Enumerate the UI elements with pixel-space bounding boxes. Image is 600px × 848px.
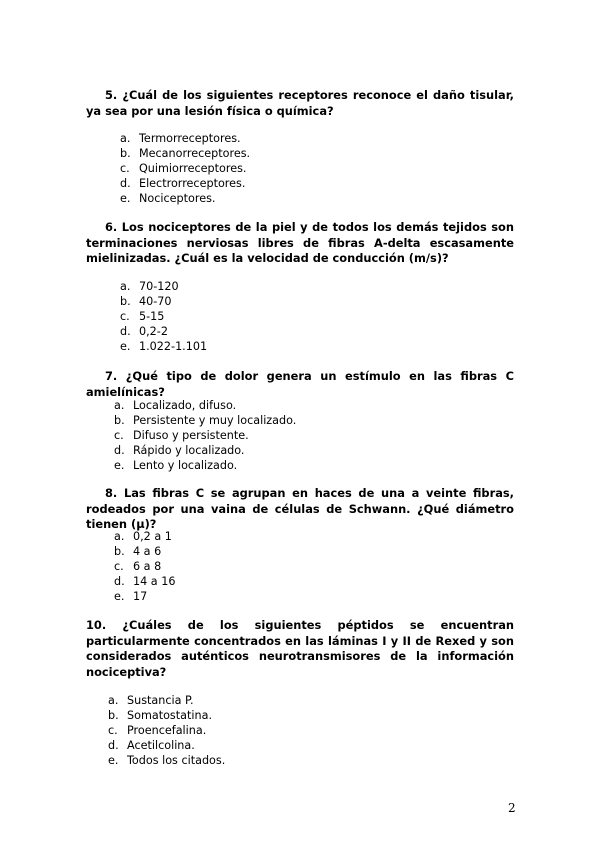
option-item	[120, 309, 207, 324]
option-letter: e.	[120, 340, 131, 353]
option-letter: d.	[120, 325, 131, 338]
option-text: 70-120	[139, 280, 179, 293]
option-item	[114, 544, 175, 559]
option-letter: a.	[114, 399, 125, 412]
option-text: 14 a 16	[133, 575, 176, 588]
option-letter: d.	[120, 177, 131, 190]
option-letter: b.	[120, 295, 131, 308]
option-text: 1.022-1.101	[139, 340, 208, 353]
option-item	[114, 529, 175, 544]
option-item	[108, 693, 225, 708]
option-item	[120, 191, 250, 206]
question-7-options	[114, 398, 296, 473]
option-letter: e.	[108, 754, 119, 767]
option-letter: c.	[108, 724, 118, 737]
option-item	[114, 574, 175, 589]
option-item	[120, 146, 250, 161]
option-text: 5-15	[139, 310, 165, 323]
option-text: Difuso y persistente.	[133, 429, 249, 442]
option-item	[120, 161, 250, 176]
option-item	[114, 428, 296, 443]
option-text: 0,2-2	[139, 325, 168, 338]
option-letter: c.	[120, 310, 130, 323]
option-text: Localizado, difuso.	[133, 399, 237, 412]
question-10-options	[108, 693, 225, 768]
option-item	[114, 413, 296, 428]
option-text: Termorreceptores.	[139, 132, 241, 145]
question-8	[86, 486, 514, 533]
option-letter: e.	[114, 459, 125, 472]
option-letter: b.	[114, 545, 125, 558]
option-item	[120, 131, 250, 146]
option-letter: a.	[120, 280, 131, 293]
option-item	[120, 279, 207, 294]
option-text: 6 a 8	[133, 560, 162, 573]
option-letter: e.	[114, 590, 125, 603]
question-text: 5. ¿Cuál de los siguientes receptores reconoce el daño tisular, ya sea por una lesión física o química?	[86, 88, 514, 118]
option-text: Proencefalina.	[127, 724, 207, 737]
option-text: Acetilcolina.	[127, 739, 195, 752]
option-text: Todos los citados.	[127, 754, 226, 767]
option-letter: a.	[114, 530, 125, 543]
option-letter: a.	[120, 132, 131, 145]
question-8-options	[114, 529, 175, 604]
question-6-options	[120, 279, 207, 354]
question-text: 8. Las fibras C se agrupan en haces de una a veinte fibras, rodeados por una vaina de células de Schwann. ¿Qué diámetro tienen (µ)?	[86, 486, 514, 532]
question-7	[86, 369, 514, 400]
option-text: Nociceptores.	[139, 192, 216, 205]
question-text: 7. ¿Qué tipo de dolor genera un estímulo en las fibras C amielínicas?	[86, 369, 514, 399]
option-text: Electrorreceptores.	[139, 177, 246, 190]
option-letter: c.	[114, 429, 124, 442]
option-item	[108, 738, 225, 753]
option-letter: a.	[108, 694, 119, 707]
option-item	[114, 559, 175, 574]
question-10	[86, 618, 514, 680]
option-item	[120, 176, 250, 191]
option-text: Lento y localizado.	[133, 459, 238, 472]
page-number: 2	[508, 801, 516, 815]
option-letter: b.	[108, 709, 119, 722]
question-5-options	[120, 131, 250, 206]
option-text: Somatostatina.	[127, 709, 212, 722]
question-5	[86, 88, 514, 119]
option-item	[120, 339, 207, 354]
option-letter: b.	[114, 414, 125, 427]
option-item	[120, 294, 207, 309]
option-item	[114, 398, 296, 413]
option-text: Rápido y localizado.	[133, 444, 245, 457]
option-text: Persistente y muy localizado.	[133, 414, 297, 427]
option-item	[114, 589, 175, 604]
option-letter: d.	[114, 575, 125, 588]
option-item	[120, 324, 207, 339]
option-letter: c.	[114, 560, 124, 573]
option-letter: b.	[120, 147, 131, 160]
question-6	[86, 220, 514, 267]
option-item	[108, 708, 225, 723]
option-text: Quimiorreceptores.	[139, 162, 247, 175]
option-item	[108, 753, 225, 768]
option-text: Sustancia P.	[127, 694, 194, 707]
option-letter: e.	[120, 192, 131, 205]
option-text: Mecanorreceptores.	[139, 147, 251, 160]
option-text: 4 a 6	[133, 545, 162, 558]
option-text: 17	[133, 590, 148, 603]
option-text: 0,2 a 1	[133, 530, 172, 543]
option-item	[114, 443, 296, 458]
question-text: 10. ¿Cuáles de los siguientes péptidos se encuentran particularmente concentrados en las láminas I y II de Rexed y son considerados auténticos neurotransmisores de la información nociceptiva?	[86, 618, 514, 679]
option-letter: c.	[120, 162, 130, 175]
option-item	[114, 458, 296, 473]
option-item	[108, 723, 225, 738]
option-text: 40-70	[139, 295, 172, 308]
question-text: 6. Los nociceptores de la piel y de todos los demás tejidos son terminaciones nerviosas libres de fibras A-delta escasamente mielinizadas. ¿Cuál es la velocidad de conducción (m/s)?	[86, 220, 514, 266]
option-letter: d.	[108, 739, 119, 752]
option-letter: d.	[114, 444, 125, 457]
